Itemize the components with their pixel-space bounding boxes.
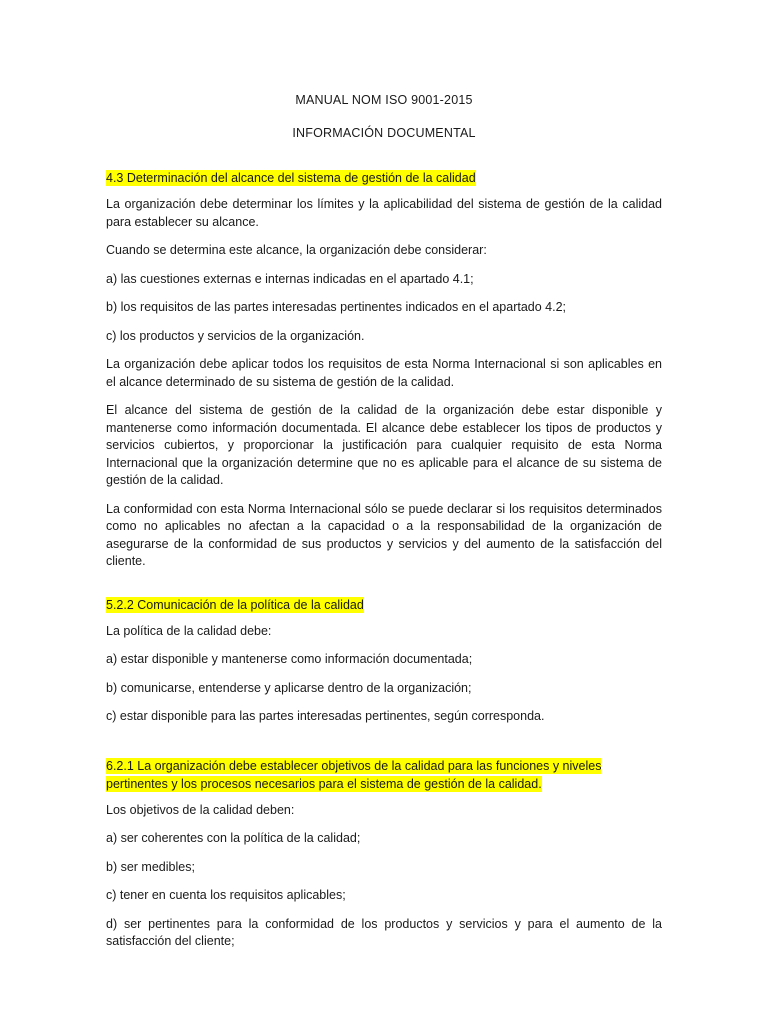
paragraph: La organización debe determinar los límites y la aplicabilidad del sistema de gestión de la calidad para establecer su alcance.	[106, 197, 662, 229]
section-heading	[106, 596, 662, 614]
paragraph: La organización debe aplicar todos los requisitos de esta Norma Internacional si son aplicables en el alcance determinado de su sistema de gestión de la calidad.	[106, 357, 662, 389]
section-spacer	[106, 737, 662, 757]
paragraph: Los objetivos de la calidad deben:	[106, 802, 295, 817]
highlighted-heading-text: 5.2.2 Comunicación de la política de la calidad	[106, 597, 364, 612]
section-heading	[106, 169, 662, 187]
section-spacer	[106, 582, 662, 596]
list-item: c) los productos y servicios de la organización.	[106, 328, 365, 343]
section-heading	[106, 757, 662, 793]
list-item: a) estar disponible y mantenerse como información documentada;	[106, 652, 473, 666]
list-item: b) los requisitos de las partes interesadas pertinentes indicados en el apartado 4.2;	[106, 300, 567, 314]
list-item: d) ser pertinentes para la conformidad de los productos y servicios y para el aumento de la satisfacción del cliente;	[106, 916, 662, 948]
paragraph: El alcance del sistema de gestión de la calidad de la organización debe estar disponible y mantenerse como información documentada. El alcance debe establecer los tipos de productos y servicios cubiertos, y proporcionar la justificación para cualquier requisito de esta Norma Internacional que la organización determine que no es aplicable para el alcance de su sistema de gestión de la calidad.	[106, 403, 662, 487]
list-item: b) comunicarse, entenderse y aplicarse dentro de la organización;	[106, 680, 472, 695]
section-4-3	[106, 169, 662, 571]
section-6-2-1	[106, 757, 662, 951]
highlighted-heading-text: 4.3 Determinación del alcance del sistema de gestión de la calidad	[106, 171, 476, 185]
paragraph: La política de la calidad debe:	[106, 623, 272, 638]
list-item: a) ser coherentes con la política de la calidad;	[106, 831, 361, 845]
paragraph: La conformidad con esta Norma Internacional sólo se puede declarar si los requisitos determinados como no aplicables no afectan a la capacidad o a la responsabilidad de la organización de asegurarse de la conformidad de sus productos y servicios y del aumento de la satisfacción del cliente.	[106, 501, 662, 568]
list-item: c) estar disponible para las partes interesadas pertinentes, según corresponda.	[106, 709, 545, 723]
document-title: MANUAL NOM ISO 9001-2015	[295, 93, 473, 107]
paragraph: Cuando se determina este alcance, la organización debe considerar:	[106, 243, 487, 257]
list-item: c) tener en cuenta los requisitos aplicables;	[106, 888, 346, 902]
highlighted-heading-text: 6.2.1 La organización debe establecer objetivos de la calidad para las funciones y niveles pertinentes y los procesos necesarios para el sistema de gestión de la calidad.	[106, 758, 602, 791]
list-item: a) las cuestiones externas e internas indicadas en el apartado 4.1;	[106, 271, 474, 286]
list-item: b) ser medibles;	[106, 859, 195, 874]
section-5-2-2	[106, 596, 662, 726]
document-subtitle: INFORMACIÓN DOCUMENTAL	[292, 126, 476, 140]
